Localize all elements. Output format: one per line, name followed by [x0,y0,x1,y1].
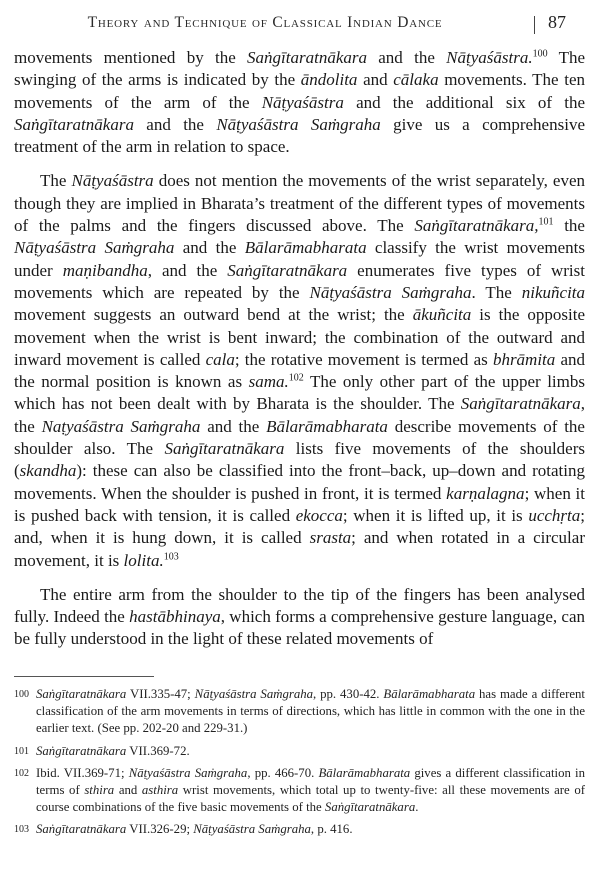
text-run: does not mention the movements of the wrist separately, even though they are implied in Bharata’s treatment of the different types of movements of the palms and the fingers discussed above. The [14,171,585,236]
text-run: The [40,171,72,191]
italic-term: Saṅgītaratnākara [460,394,581,414]
italic-term: Nāṭyaśāstra Saṁgraha [128,765,248,780]
text-run: VII.335-47; [126,687,195,701]
italic-term: bhrāmita [492,349,556,369]
italic-term: Bālarāmabharata [318,765,411,780]
italic-term: Nāṭyaśāstra Saṁgraha [193,822,311,837]
italic-term: Saṅgītaratnākara [36,687,127,701]
text-run: , pp. 466-70. [247,765,319,780]
text-run: ; and when rotated in a circular movement, it is [14,528,585,570]
italic-term: Bālarāmabharata [244,238,367,258]
italic-term: nikuñcita [521,282,586,302]
text-run: , pp. 430-42. [313,687,384,701]
text-run: enumerates five types of wrist movements which are repeated by the [14,260,585,302]
footnote-ref-103[interactable]: 103 [163,550,179,562]
italic-term: Nāṭyaśāstra. [446,48,533,67]
text-run: ; the rotative movement is termed as [234,349,493,369]
italic-term: asthira [141,783,179,798]
footnote-number: 103 [14,824,29,836]
italic-term: Naṭyaśāstra Saṁgraha [41,416,201,436]
text-run: movements mentioned by the [14,48,248,67]
italic-term: sthira [84,783,115,798]
text-run: and the additional six of the [343,92,585,112]
text-run: is the opposite movement when the wrist is bent inward; the combination of the outward and inward movement is called [14,305,586,369]
italic-term: Nāṭyaśāstra Saṁgraha [216,114,381,134]
footnote-number: 102 [14,767,29,779]
italic-term: srasta [309,528,352,548]
italic-term: maṇibandha [62,260,148,280]
paragraph-1 [14,47,585,158]
italic-term: cālaka [393,70,439,90]
text-run: VII.369-72. [126,743,190,758]
italic-term: Saṅgītaratnākara [324,800,416,815]
italic-term: skandha [19,461,77,481]
text-run: movements. The ten movements of the arm of the [14,70,585,112]
page-number: 87 [548,12,566,32]
footnote-text [36,765,585,817]
italic-term: ākuñcita [412,305,472,325]
text-run: and the normal position is known as [14,349,585,392]
italic-term: Bālarāmabharata [266,416,388,436]
text-run: Ibid. VII.369-71; [36,765,129,780]
text-run: , p. 416. [310,822,353,837]
footnote-100 [14,686,585,738]
text-run: The only other part of the upper limbs which has not been dealt with by Bharata is the shoulder. The [14,372,585,414]
text-run: ): these can also be classified into the front–back, up–down and rotating movements. When the shoulder is pushed in front, it is termed [14,461,585,503]
text-run: and the [174,238,245,258]
footnote-number: 101 [14,745,29,757]
text-run: the [553,216,585,236]
italic-term: Nāṭyaśāstra Saṁgraha [194,687,314,701]
italic-term: lolita. [123,550,164,570]
text-run: gives a different classification in terms of [36,765,585,798]
italic-term: Bālarāmabharata [383,687,476,701]
italic-term: Saṅgītaratnākara [227,260,348,280]
italic-term: cala [205,349,235,369]
text-run: and the [366,48,447,67]
italic-term: Nāṭyaśāstra Saṁgraha [14,238,175,258]
footnote-ref-101[interactable]: 101 [538,216,554,228]
italic-term: Saṅgītaratnākara [36,743,127,758]
text-run: movement suggests an outward bend at the wrist; the [14,305,413,325]
header-divider [534,16,535,34]
text-run: , which forms a comprehensive gesture language, can be fully understood in the light of these related movements of [14,607,585,649]
italic-term: Saṅgītaratnākara, [414,216,539,236]
footnote-text [36,743,585,760]
text-run: . The [471,282,522,302]
text-run: , and the [147,260,228,280]
text-run: ; when it is pushed back with tension, it is called [14,483,585,525]
italic-term: ucchṛta [528,505,581,525]
italic-term: hastābhinaya [129,607,221,627]
text-run: ; when it is lifted up, it is [342,505,529,525]
footnote-101 [14,743,585,760]
paragraph-2 [14,170,585,571]
italic-term: āndolita [300,70,358,90]
italic-term: Nāṭyaśāstra Saṁgraha [309,282,472,302]
italic-term: Saṅgītaratnākara [14,114,134,134]
footnote-ref-100[interactable]: 100 [532,48,548,60]
italic-term: karṇalagna [446,483,525,503]
text-run: describe movements of the shoulder also. The [14,416,585,459]
italic-term: ekocca [295,505,343,525]
italic-term: Saṅgītaratnākara [247,48,367,67]
text-run: classify the wrist movements under [14,238,585,280]
text-run: has made a different classification of the arm movements in terms of directions, which has little in common with the one in the earlier text. (See pp. 202-20 and 229-31.) [36,687,585,736]
text-run: lists five movements of the shoulders ( [14,439,585,481]
text-run: ; and, when it is hung down, it is called [14,505,585,548]
text-run: The swinging of the arms is indicated by the [14,48,585,90]
footnote-text [36,821,585,838]
footnote-103 [14,821,585,838]
footnotes [14,686,585,844]
italic-term: Saṅgītaratnākara [164,439,285,459]
italic-term: sama. [248,372,289,392]
italic-term: Nāṭyaśāstra [71,171,154,191]
footnote-number: 100 [14,689,29,700]
body-text [14,47,585,651]
text-run: wrist movements, which total up to twenty-five: all these movements are of course combinations of the five basic movements of the [36,783,585,815]
running-head: Theory and Technique of Classical Indian Dance [87,14,443,31]
footnote-102 [14,765,585,817]
text-run: , the [14,394,585,436]
text-run: The entire arm from the shoulder to the tip of the fingers has been analysed fully. Indeed the [14,584,585,627]
text-run: give us a comprehensive treatment of the arm in relation to space. [14,114,585,157]
footnote-ref-102[interactable]: 102 [288,372,304,384]
italic-term: Nāṭyaśāstra [261,92,344,112]
text-run: . [415,800,419,815]
text-run: and [114,783,142,798]
italic-term: Saṅgītaratnākara [36,822,127,837]
text-run: and [357,70,394,90]
footnote-rule [14,676,154,677]
footnote-text [36,686,585,738]
text-run: and the [200,416,267,436]
text-run: VII.326-29; [126,822,194,837]
page-header [0,8,600,42]
text-run: and the [133,114,217,134]
paragraph-3 [14,584,585,651]
